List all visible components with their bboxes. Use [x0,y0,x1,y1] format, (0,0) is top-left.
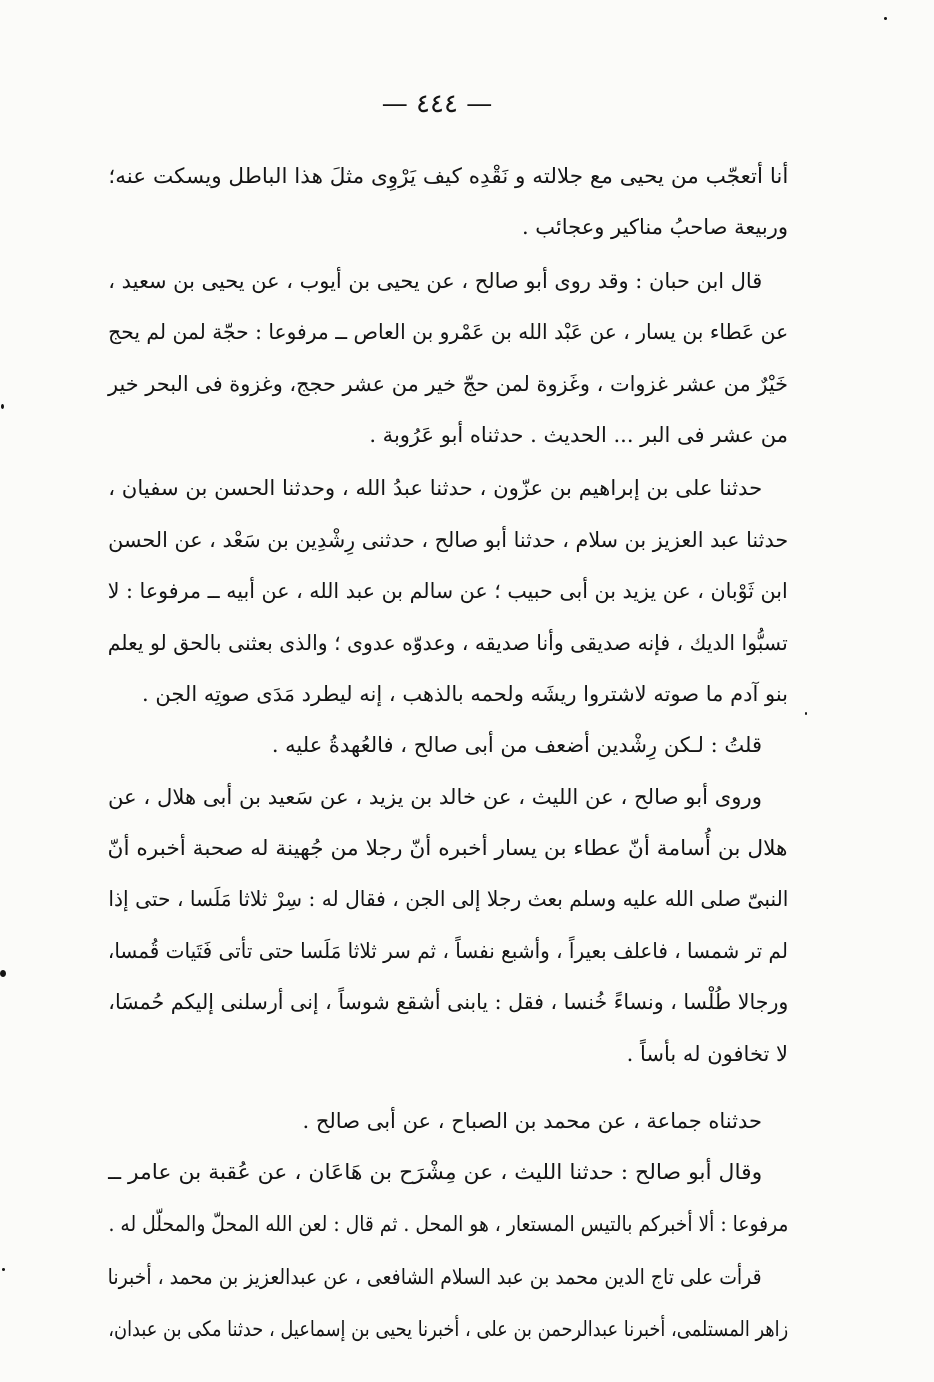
line-text: وقال أبو صالح : حدثنا الليث ، عن مِشْرَح بن هَاعَان ، عن عُقبة بن عامر ــ [107,1160,762,1185]
text-line [108,720,788,771]
text-line [108,515,788,566]
text-line [108,669,788,720]
text-line [108,926,788,977]
text-line [108,1252,788,1303]
line-text: قرأت على تاج الدين محمد بن عبد السلام الشافعى ، عن عبدالعزيز بن محمد ، أخبرنا [108,1265,762,1290]
text-line [108,1147,788,1198]
line-text: حدثنا عبد العزيز بن سلام ، حدثنا أبو صالح ، حدثنى رِشْدِين بن سَعْد ، عن الحسن [108,527,788,552]
text-line [108,566,788,617]
page-body [108,151,788,1355]
line-text: لا تخافون له بأساً . [626,1041,788,1066]
line-text: وربيعة صاحبُ مناكير وعجائب . [521,215,788,240]
text-line [108,307,788,358]
text-line [108,772,788,823]
text-line [108,463,788,514]
text-line [108,1304,788,1355]
scan-speck [2,1268,5,1271]
text-line [108,618,788,669]
line-text: هلال بن أُسامة أنّ عطاء بن يسار أخبره أنّ رجلا من جُهينة له صحبة أخبره أنّ [107,836,788,861]
text-line [108,874,788,925]
line-text: تسبُّوا الديك ، فإنه صديقى وأنا صديقه ، وعدوّه عدوى ؛ والذى بعثنى بالحق لو يعلم [107,630,788,655]
text-line [108,256,788,307]
text-line [108,1096,788,1147]
page-number: — ٤٤٤ — [381,89,493,119]
line-text: وروى أبو صالح ، عن الليث ، عن خالد بن يزيد ، عن سَعيد بن أبى هلال ، عن [107,784,762,809]
text-line [108,823,788,874]
line-text: من عشر فى البر ... الحديث . حدثناه أبو عَرُوبة . [369,422,788,447]
line-text: قال ابن حبان : وقد روى أبو صالح ، عن يحيى بن أيوب ، عن يحيى بن سعيد ، [108,268,762,293]
text-line [108,1199,788,1250]
line-text: ابن ثَوْبان ، عن يزيد بن أبى حبيب ؛ عن سالم بن عبد الله ، عن أبيه ــ مرفوعا : لا [108,579,788,604]
scan-speck [1,404,4,409]
line-text: مرفوعا : ألا أخبركم بالتيس المستعار ، هو المحل . ثم قال : لعن الله المحلّ والمحلّل له . [108,1211,788,1236]
text-line [108,1029,788,1080]
line-text: عن عَطاء بن يسار ، عن عَبْد الله بن عَمْرو بن العاص ــ مرفوعا : حجّة لمن لم يحج [108,320,788,345]
text-line [108,151,788,202]
line-text: ورجالا طُلْسا ، ونساءً خُنسا ، فقل : يابنى أشقع شوساً ، إنى أرسلنى إليكم حُمسَا، [107,990,788,1015]
line-text: حدثنا على بن إبراهيم بن عزّون ، حدثنا عبدُ الله ، وحدثنا الحسن بن سفيان ، [107,476,762,501]
line-text: حدثناه جماعة ، عن محمد بن الصباح ، عن أبى صالح . [302,1109,762,1134]
line-text: قلتُ : لـكن رِشْدين أضعف من أبى صالح ، فالعُهدةُ عليه . [271,733,762,758]
line-text: أنا أتعجّب من يحيى مع جلالته و نَقْدِه كيف يَرْوِى مثلَ هذا الباطل ويسكت عنه؛ [108,164,788,188]
scan-speck [805,712,807,715]
line-text: النبىّ صلى الله عليه وسلم بعث رجلا إلى الجن ، فقال له : سِرْ ثلاثا مَلَسا ، حتى إذا [108,887,788,912]
scan-speck [884,17,887,20]
line-text: خَيْرٌ من عشر غزوات ، وغَزوة لمن حجّ خير من عشر حجج، وغزوة فى البحر خير [107,371,788,396]
text-line [108,359,788,410]
text-line [108,202,788,253]
scan-speck [0,970,6,977]
line-text: زاهر المستلمى، أخبرنا عبدالرحمن بن على ، أخبرنا يحيى بن إسماعيل ، حدثنا مكى بن عبدان، [107,1316,788,1341]
line-text: لم تر شمسا ، فاعلف بعيراً ، وأشبع نفساً ، ثم سر ثلاثا مَلَسا حتى تأتى فَتَيات قُمسا، [107,938,788,963]
text-line [108,977,788,1028]
text-line [108,410,788,461]
line-text: بنو آدم ما صوته لاشتروا ريشَه ولحمه بالذهب ، إنه ليطرد مَدَى صوتِه الجن . [142,681,788,706]
